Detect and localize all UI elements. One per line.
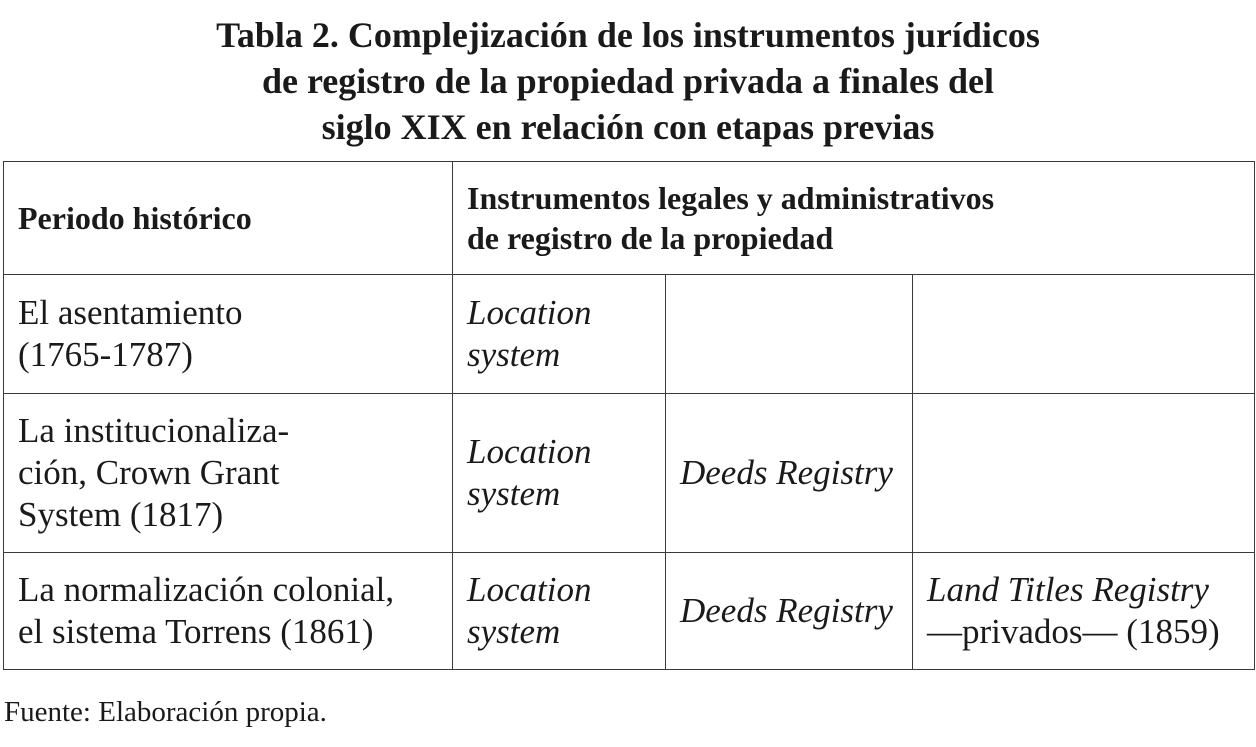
table-header-row — [4, 162, 1255, 275]
table-title — [0, 12, 1256, 150]
table-row — [4, 394, 1255, 553]
instrument-cell: Location system — [453, 553, 666, 670]
instrument-cell: Location system — [453, 394, 666, 553]
instrument-cell-empty — [913, 394, 1255, 553]
instrument-cell: Land Titles Registry —privados— (1859) — [913, 553, 1255, 670]
instrument-cell: Deeds Registry — [666, 553, 913, 670]
table-title-line: Tabla 2. Complejización de los instrumentos jurídicos — [216, 15, 1040, 55]
instrument-cell-empty — [913, 275, 1255, 394]
header-instruments-line: Instrumentos legales y administrativos — [467, 180, 995, 216]
table-row — [4, 553, 1255, 670]
table-row — [4, 275, 1255, 394]
period-cell: El asentamiento (1765-1787) — [4, 275, 453, 394]
header-instruments — [453, 162, 1255, 275]
instrument-cell: Location system — [453, 275, 666, 394]
instrument-cell: Deeds Registry — [666, 394, 913, 553]
header-instruments-line: de registro de la propiedad — [467, 220, 834, 256]
instrument-cell-empty — [666, 275, 913, 394]
registry-table — [3, 161, 1255, 670]
period-cell: La normalización colonial, el sistema Torrens (1861) — [4, 553, 453, 670]
header-period: Periodo histórico — [4, 162, 453, 275]
period-cell: La institucionaliza- ción, Crown Grant System (1817) — [4, 394, 453, 553]
table-title-line: de registro de la propiedad privada a finales del — [261, 61, 995, 101]
table-title-line: siglo XIX en relación con etapas previas — [321, 107, 935, 147]
source-note: Fuente: Elaboración propia. — [4, 696, 327, 728]
